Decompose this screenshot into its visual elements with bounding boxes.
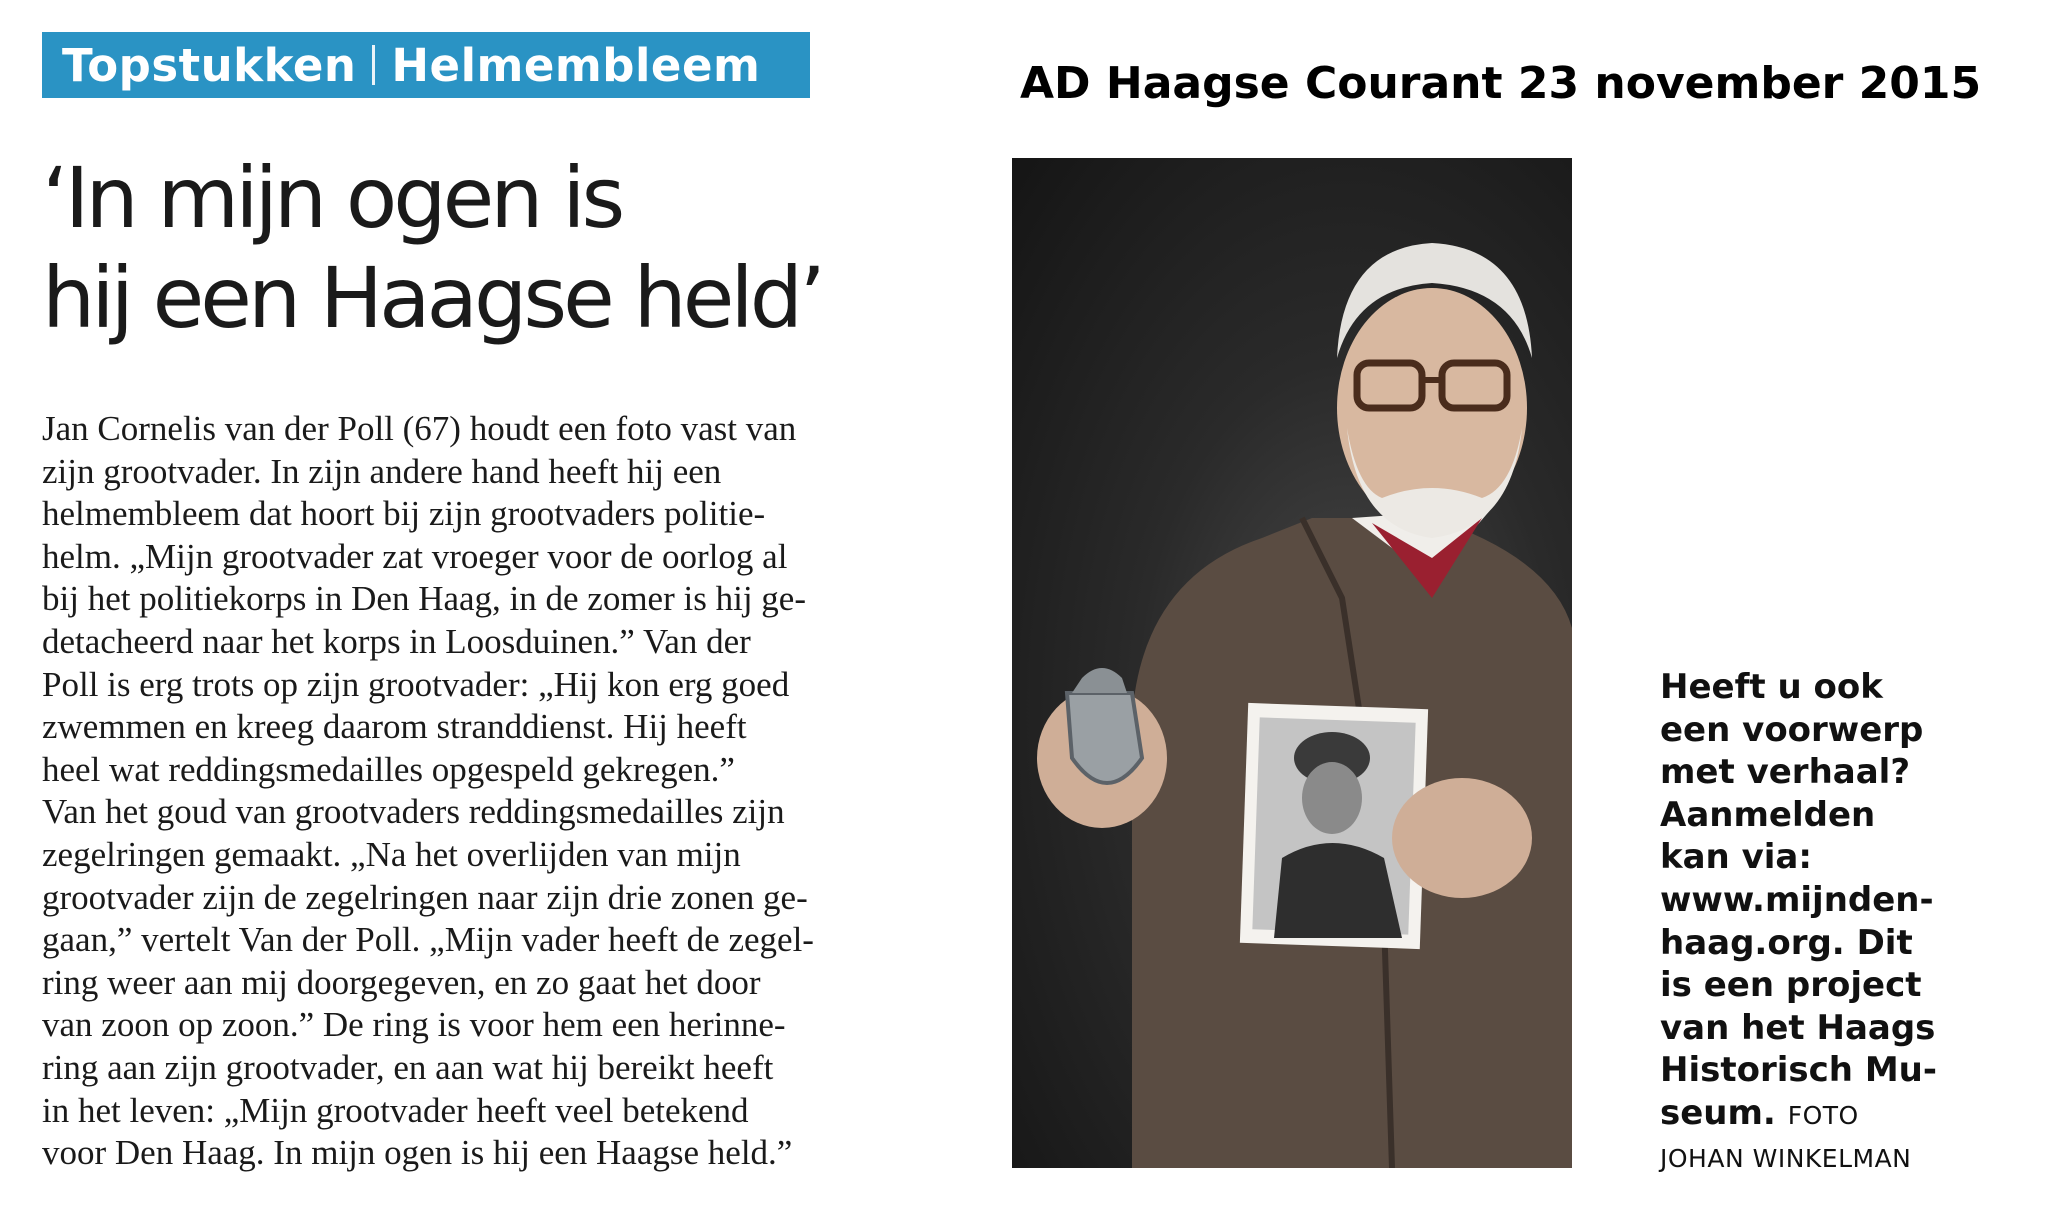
body-line: ring aan zijn grootvader, en aan wat hij bereikt heeft — [42, 1047, 774, 1087]
cta-last-line — [1660, 1092, 1960, 1138]
cta-line: is een project — [1660, 965, 1922, 1006]
body-line: heel wat reddingsmedailles opgespeld gekregen.” — [42, 749, 735, 789]
body-line: zwemmen en kreeg daarom stranddienst. Hij heeft — [42, 707, 747, 747]
body-line: ring weer aan mij doorgegeven, en zo gaat het door — [42, 962, 761, 1002]
policeman-face — [1302, 762, 1362, 834]
article-photo — [1012, 158, 1572, 1168]
section-tag — [42, 32, 810, 98]
body-line: detacheerd naar het korps in Loosduinen.” Van der — [42, 621, 751, 661]
emblem-crown — [1072, 668, 1127, 693]
body-line: zijn grootvader. In zijn andere hand heeft hij een — [42, 451, 722, 491]
right-hand — [1392, 778, 1532, 898]
headline-line: ‘In mijn ogen is — [42, 149, 622, 247]
publication-source: AD Haagse Courant 23 november 2015 — [1020, 58, 1982, 109]
photo-illustration — [1012, 158, 1572, 1168]
subsection-label: Helmembleem — [391, 38, 761, 92]
body-line: van zoon op zoon.” De ring is voor hem een herinne- — [42, 1005, 786, 1045]
body-line: zegelringen gemaakt. „Na het overlijden van mijn — [42, 834, 741, 874]
cta-line: www.mijnden- — [1660, 879, 1934, 920]
section-divider — [372, 45, 375, 85]
body-line: helmembleem dat hoort bij zijn grootvaders politie- — [42, 494, 766, 534]
photo-credit-name: JOHAN WINKELMAN — [1660, 1143, 1912, 1173]
cta-line: Aanmelden — [1660, 794, 1876, 835]
body-line: Poll is erg trots op zijn grootvader: „Hij kon erg goed — [42, 664, 790, 704]
body-line: bij het politiekorps in Den Haag, in de zomer is hij ge- — [42, 579, 806, 619]
body-line: voor Den Haag. In mijn ogen is hij een Haagse held.” — [42, 1133, 793, 1173]
cta-line: kan via: — [1660, 837, 1812, 878]
body-line: Van het goud van grootvaders reddingsmedailles zijn — [42, 792, 785, 832]
article-body — [42, 408, 962, 1175]
cta-line: haag.org. Dit — [1660, 922, 1913, 963]
body-line: gaan,” vertelt Van der Poll. „Mijn vader heeft de zegel- — [42, 920, 814, 960]
body-line: in het leven: „Mijn grootvader heeft veel betekend — [42, 1090, 749, 1130]
call-to-action — [1660, 666, 1960, 1180]
cta-line: Heeft u ook — [1660, 667, 1883, 707]
cta-line: een voorwerp — [1660, 709, 1924, 750]
cta-line: met verhaal? — [1660, 752, 1911, 793]
section-label: Topstukken — [62, 38, 357, 92]
body-line: Jan Cornelis van der Poll (67) houdt een foto vast van — [42, 409, 797, 448]
body-line: helm. „Mijn grootvader zat vroeger voor de oorlog al — [42, 536, 788, 576]
cta-line: Historisch Mu- — [1660, 1050, 1937, 1091]
headline-line: hij een Haagse held’ — [42, 249, 822, 347]
photo-credit-label: FOTO — [1787, 1100, 1859, 1130]
cta-line: van het Haags — [1660, 1007, 1936, 1048]
body-line: grootvader zijn de zegelringen naar zijn drie zonen ge- — [42, 877, 808, 917]
headline — [42, 148, 922, 348]
cta-line-end: seum. — [1660, 1092, 1776, 1133]
